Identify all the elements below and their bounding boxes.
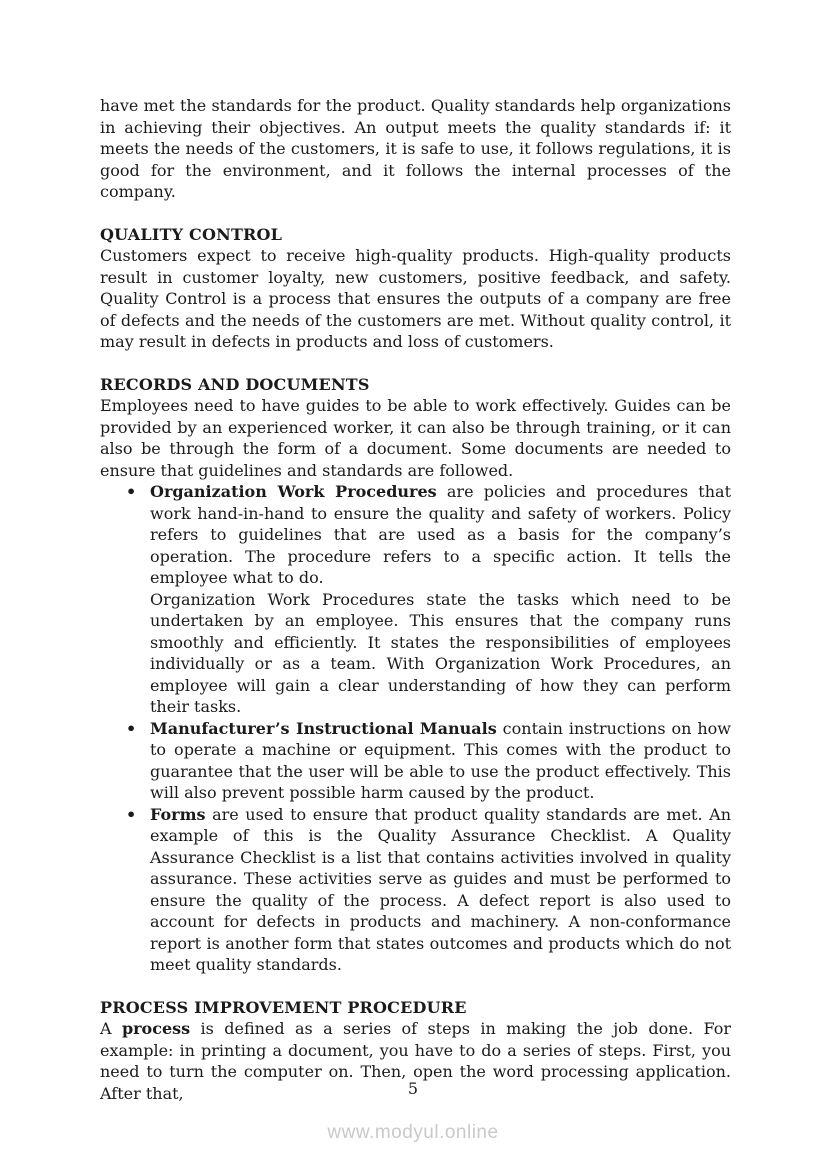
- intro-paragraph: have met the standards for the product. Quality standards help organizations in achieving their objectives. An output meets the quality standards if: it meets the needs of the customers, it is safe to use, it follows regulations, it is good for the environment, and it follows the internal processes of the company.: [100, 96, 731, 201]
- page-content: [100, 95, 731, 1104]
- section-body-quality-control: Customers expect to receive high-quality products. High-quality products result in customer loyalty, new customers, positive feedback, and safety. Quality Control is a process that ensures the outputs of a company are free of defects and the needs of the customers are met. Without quality control, it may result in defects in products and loss of customers.: [100, 246, 731, 351]
- bullet-text: [150, 804, 731, 976]
- section-heading-records-and-documents: RECORDS AND DOCUMENTS: [100, 374, 370, 394]
- page-number: 5: [407, 1079, 419, 1098]
- bullet-term: Forms: [150, 804, 206, 824]
- bullet-text: [150, 481, 731, 589]
- bullet-body: are used to ensure that product quality standards are met. An example of this is the Quality Assurance Checklist. A Quality Assurance Checklist is a list that contains activities involved in quality assurance. These activities serve as guides and must be performed to ensure the quality of the process. A defect report is also used to account for defects in products and machinery. A non-conformance report is another form that states outcomes and products which do not meet quality standards.: [150, 804, 731, 974]
- list-item-manufacturers-instructional-manuals: [100, 718, 731, 804]
- bullet-continuation: Organization Work Procedures state the tasks which need to be undertaken by an employee. This ensures that the company runs smoothly and efficiently. It states the responsibilities of employees individually or as a team. With Organization Work Procedures, an employee will gain a clear understanding of how they can perform their tasks.: [150, 589, 731, 716]
- watermark: www.modyul.online: [327, 1122, 499, 1143]
- bullet-term: Manufacturer’s Instructional Manuals: [150, 718, 497, 738]
- records-documents-list: [100, 481, 731, 976]
- bullet-icon: •: [126, 804, 137, 824]
- body-term-process: process: [121, 1019, 191, 1038]
- bullet-text: [150, 718, 731, 804]
- section-quality-control: [100, 224, 731, 353]
- bullet-icon: •: [126, 482, 137, 501]
- list-item-forms: [100, 804, 731, 976]
- list-item-organization-work-procedures: [100, 481, 731, 718]
- section-records-and-documents: [100, 374, 731, 976]
- bullet-body: are policies and procedures that work hand-in-hand to ensure the quality and safety of workers. Policy refers to guidelines that are used as a basis for the company’s operation. The procedure refers to a specific action. It tells the employee what to do.: [150, 482, 731, 587]
- body-prefix: A: [100, 1019, 122, 1038]
- bullet-term: Organization Work Procedures: [150, 482, 437, 501]
- bullet-icon: •: [126, 718, 137, 738]
- section-heading-quality-control: QUALITY CONTROL: [100, 224, 283, 244]
- bullet-body: contain instructions on how to operate a machine or equipment. This comes with the product to guarantee that the user will be able to use the product effectively. This will also prevent possible harm caused by the product.: [150, 718, 731, 802]
- section-heading-process-improvement-procedure: PROCESS IMPROVEMENT PROCEDURE: [100, 997, 467, 1017]
- body-rest: is defined as a series of steps in making the job done. For example: in printing a document, you have to do a series of steps. First, you need to turn the computer on. Then, open the word processing application. After that,: [100, 1019, 732, 1103]
- section-body-records-and-documents: Employees need to have guides to be able to work effectively. Guides can be provided by an experienced worker, it can also be through training, or it can also be through the form of a document. Some documents are needed to ensure that guidelines and standards are followed.: [100, 396, 731, 480]
